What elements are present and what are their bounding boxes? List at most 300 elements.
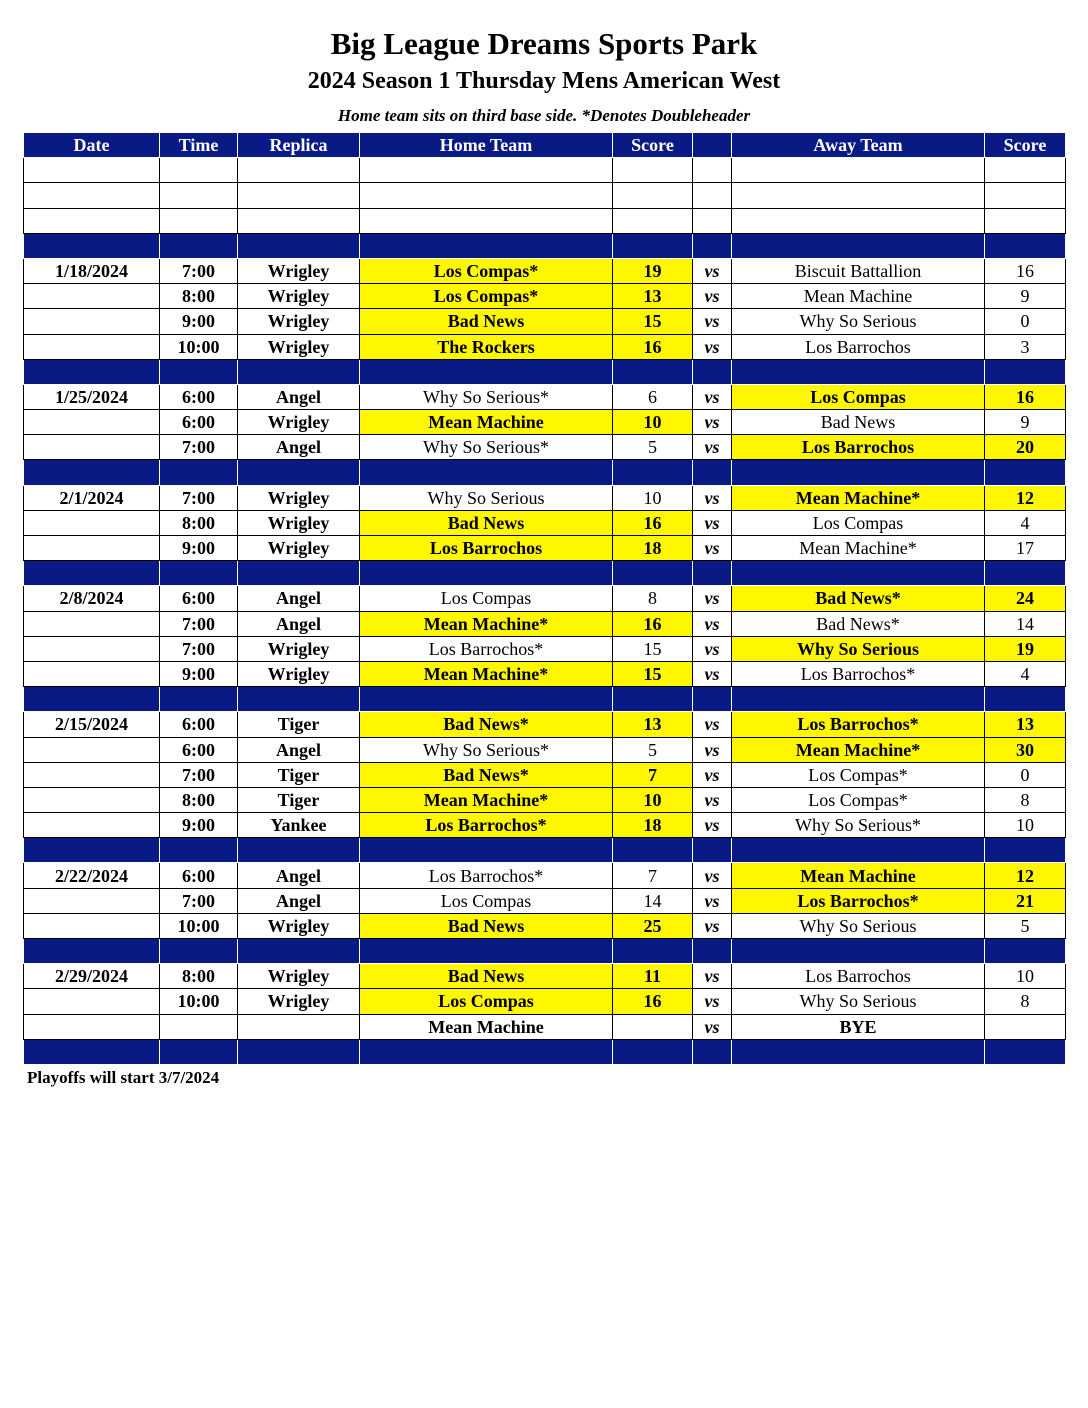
- empty-cell: [360, 687, 613, 712]
- home-team-cell: Los Compas: [360, 586, 613, 611]
- date-cell: [24, 510, 160, 535]
- table-row: [24, 384, 1066, 409]
- table-row: [24, 989, 1066, 1014]
- empty-cell: [238, 233, 360, 258]
- empty-cell: [238, 208, 360, 233]
- separator-row: [24, 939, 1066, 964]
- empty-cell: [238, 1039, 360, 1064]
- time-cell: 7:00: [160, 435, 238, 460]
- date-cell: [24, 787, 160, 812]
- vs-cell: vs: [693, 737, 732, 762]
- home-score-cell: 7: [613, 762, 693, 787]
- empty-cell: [160, 183, 238, 208]
- time-cell: 7:00: [160, 611, 238, 636]
- separator-row: [24, 838, 1066, 863]
- away-score-cell: 30: [985, 737, 1066, 762]
- empty-cell: [732, 359, 985, 384]
- empty-cell: [238, 561, 360, 586]
- separator-row: [24, 359, 1066, 384]
- time-cell: 6:00: [160, 737, 238, 762]
- time-cell: 8:00: [160, 964, 238, 989]
- empty-cell: [732, 939, 985, 964]
- vs-cell: vs: [693, 410, 732, 435]
- time-cell: 6:00: [160, 384, 238, 409]
- col-header-away-team: Away Team: [732, 133, 985, 158]
- empty-cell: [732, 1039, 985, 1064]
- replica-cell: Wrigley: [238, 309, 360, 334]
- playoffs-note: Playoffs will start 3/7/2024: [27, 1068, 220, 1087]
- home-team-cell: Bad News: [360, 309, 613, 334]
- away-team-cell: Why So Serious: [732, 636, 985, 661]
- home-score-cell: 15: [613, 661, 693, 686]
- home-team-cell: Los Compas*: [360, 284, 613, 309]
- empty-cell: [360, 1039, 613, 1064]
- away-team-cell: Mean Machine: [732, 284, 985, 309]
- date-cell: [24, 334, 160, 359]
- empty-cell: [613, 687, 693, 712]
- date-cell: [24, 1014, 160, 1039]
- empty-cell: [985, 687, 1066, 712]
- away-team-cell: Los Compas: [732, 384, 985, 409]
- empty-cell: [160, 939, 238, 964]
- date-cell: 2/29/2024: [24, 964, 160, 989]
- home-score-cell: 18: [613, 536, 693, 561]
- home-team-cell: Los Barrochos*: [360, 636, 613, 661]
- date-cell: 1/25/2024: [24, 384, 160, 409]
- empty-cell: [360, 460, 613, 485]
- table-row: [24, 1014, 1066, 1039]
- empty-cell: [693, 183, 732, 208]
- away-team-cell: Los Compas: [732, 510, 985, 535]
- date-cell: [24, 284, 160, 309]
- away-score-cell: 12: [985, 485, 1066, 510]
- table-row: [24, 787, 1066, 812]
- replica-cell: Wrigley: [238, 913, 360, 938]
- separator-row: [24, 460, 1066, 485]
- table-row: [24, 284, 1066, 309]
- empty-cell: [360, 939, 613, 964]
- home-team-cell: Los Compas: [360, 888, 613, 913]
- empty-cell: [160, 208, 238, 233]
- time-cell: 10:00: [160, 913, 238, 938]
- away-score-cell: 5: [985, 913, 1066, 938]
- vs-cell: vs: [693, 661, 732, 686]
- table-row: [24, 636, 1066, 661]
- home-team-cell: Why So Serious*: [360, 384, 613, 409]
- table-row: [24, 536, 1066, 561]
- date-cell: [24, 435, 160, 460]
- separator-row: [24, 687, 1066, 712]
- date-cell: [24, 813, 160, 838]
- empty-cell: [238, 939, 360, 964]
- date-cell: 2/15/2024: [24, 712, 160, 737]
- home-score-cell: 10: [613, 410, 693, 435]
- col-header-away-score: Score: [985, 133, 1066, 158]
- empty-cell: [24, 939, 160, 964]
- empty-cell: [24, 183, 160, 208]
- home-score-cell: 13: [613, 712, 693, 737]
- empty-cell: [732, 460, 985, 485]
- home-score-cell: 15: [613, 309, 693, 334]
- away-score-cell: 21: [985, 888, 1066, 913]
- empty-cell: [360, 158, 613, 183]
- away-team-cell: Los Barrochos*: [732, 661, 985, 686]
- table-header-row: [24, 133, 1066, 158]
- empty-cell: [985, 233, 1066, 258]
- away-team-cell: Los Compas*: [732, 787, 985, 812]
- empty-cell: [613, 460, 693, 485]
- time-cell: 9:00: [160, 661, 238, 686]
- away-score-cell: 4: [985, 510, 1066, 535]
- away-score-cell: 9: [985, 284, 1066, 309]
- empty-cell: [238, 838, 360, 863]
- away-team-cell: Why So Serious: [732, 309, 985, 334]
- table-row: [24, 913, 1066, 938]
- empty-cell: [360, 233, 613, 258]
- col-header-home-score: Score: [613, 133, 693, 158]
- table-row: [24, 309, 1066, 334]
- home-score-cell: 10: [613, 485, 693, 510]
- separator-row: [24, 233, 1066, 258]
- away-team-cell: Biscuit Battallion: [732, 258, 985, 283]
- table-row: [24, 863, 1066, 888]
- away-team-cell: Mean Machine*: [732, 485, 985, 510]
- table-row: [24, 485, 1066, 510]
- col-header-home-team: Home Team: [360, 133, 613, 158]
- time-cell: 7:00: [160, 762, 238, 787]
- away-score-cell: 8: [985, 989, 1066, 1014]
- empty-cell: [613, 158, 693, 183]
- home-team-cell: Los Barrochos: [360, 536, 613, 561]
- home-score-cell: 14: [613, 888, 693, 913]
- home-score-cell: 8: [613, 586, 693, 611]
- vs-cell: vs: [693, 536, 732, 561]
- vs-cell: vs: [693, 762, 732, 787]
- page-note: Home team sits on third base side. *Denotes Doubleheader: [337, 106, 751, 125]
- time-cell: 6:00: [160, 410, 238, 435]
- home-score-cell: 16: [613, 611, 693, 636]
- empty-cell: [985, 208, 1066, 233]
- home-team-cell: Bad News*: [360, 712, 613, 737]
- replica-cell: Wrigley: [238, 334, 360, 359]
- home-score-cell: 11: [613, 964, 693, 989]
- home-team-cell: Mean Machine: [360, 410, 613, 435]
- away-team-cell: Why So Serious: [732, 913, 985, 938]
- empty-cell: [24, 460, 160, 485]
- time-cell: 7:00: [160, 888, 238, 913]
- home-team-cell: Los Barrochos*: [360, 863, 613, 888]
- home-team-cell: Bad News: [360, 510, 613, 535]
- empty-cell: [238, 687, 360, 712]
- replica-cell: Wrigley: [238, 636, 360, 661]
- vs-cell: vs: [693, 258, 732, 283]
- home-team-cell: Why So Serious: [360, 485, 613, 510]
- time-cell: 9:00: [160, 309, 238, 334]
- empty-cell: [985, 561, 1066, 586]
- replica-cell: Angel: [238, 863, 360, 888]
- empty-cell: [160, 460, 238, 485]
- empty-cell: [693, 233, 732, 258]
- empty-cell: [24, 158, 160, 183]
- vs-cell: vs: [693, 913, 732, 938]
- vs-cell: vs: [693, 384, 732, 409]
- time-cell: 6:00: [160, 586, 238, 611]
- date-cell: [24, 410, 160, 435]
- replica-cell: Yankee: [238, 813, 360, 838]
- empty-cell: [160, 1039, 238, 1064]
- replica-cell: Wrigley: [238, 485, 360, 510]
- table-row: [24, 410, 1066, 435]
- empty-cell: [238, 460, 360, 485]
- col-header-vs: [693, 133, 732, 158]
- time-cell: [160, 1014, 238, 1039]
- empty-cell: [160, 158, 238, 183]
- empty-cell: [693, 460, 732, 485]
- table-row: [24, 661, 1066, 686]
- away-score-cell: 24: [985, 586, 1066, 611]
- home-score-cell: 15: [613, 636, 693, 661]
- empty-cell: [160, 687, 238, 712]
- vs-cell: vs: [693, 888, 732, 913]
- home-score-cell: [613, 1014, 693, 1039]
- empty-cell: [613, 208, 693, 233]
- date-cell: [24, 661, 160, 686]
- empty-cell: [613, 838, 693, 863]
- date-cell: [24, 989, 160, 1014]
- away-score-cell: 9: [985, 410, 1066, 435]
- replica-cell: Angel: [238, 384, 360, 409]
- home-score-cell: 7: [613, 863, 693, 888]
- away-team-cell: Bad News*: [732, 586, 985, 611]
- away-team-cell: Mean Machine*: [732, 536, 985, 561]
- page-subtitle: 2024 Season 1 Thursday Mens American West: [307, 68, 781, 94]
- col-header-date: Date: [24, 133, 160, 158]
- empty-cell: [360, 359, 613, 384]
- home-team-cell: Bad News*: [360, 762, 613, 787]
- empty-cell: [693, 1039, 732, 1064]
- vs-cell: vs: [693, 309, 732, 334]
- time-cell: 7:00: [160, 485, 238, 510]
- table-row: [24, 762, 1066, 787]
- table-row: [24, 813, 1066, 838]
- schedule-table: [23, 132, 1066, 1065]
- empty-cell: [732, 838, 985, 863]
- empty-cell: [360, 183, 613, 208]
- date-cell: 1/18/2024: [24, 258, 160, 283]
- home-score-cell: 18: [613, 813, 693, 838]
- away-team-cell: Bad News: [732, 410, 985, 435]
- empty-cell: [613, 561, 693, 586]
- empty-cell: [732, 561, 985, 586]
- home-score-cell: 16: [613, 510, 693, 535]
- away-score-cell: 10: [985, 964, 1066, 989]
- blank-row: [24, 183, 1066, 208]
- date-cell: [24, 888, 160, 913]
- date-cell: [24, 913, 160, 938]
- replica-cell: Wrigley: [238, 258, 360, 283]
- blank-row: [24, 158, 1066, 183]
- away-team-cell: Los Barrochos: [732, 334, 985, 359]
- away-team-cell: Bad News*: [732, 611, 985, 636]
- blank-row: [24, 208, 1066, 233]
- home-team-cell: The Rockers: [360, 334, 613, 359]
- date-cell: [24, 636, 160, 661]
- empty-cell: [693, 939, 732, 964]
- table-row: [24, 712, 1066, 737]
- date-cell: [24, 309, 160, 334]
- home-score-cell: 19: [613, 258, 693, 283]
- empty-cell: [24, 838, 160, 863]
- home-team-cell: Los Compas: [360, 989, 613, 1014]
- empty-cell: [985, 359, 1066, 384]
- empty-cell: [985, 460, 1066, 485]
- away-score-cell: 8: [985, 787, 1066, 812]
- home-team-cell: Mean Machine*: [360, 611, 613, 636]
- time-cell: 8:00: [160, 787, 238, 812]
- table-row: [24, 737, 1066, 762]
- vs-cell: vs: [693, 284, 732, 309]
- empty-cell: [360, 838, 613, 863]
- empty-cell: [693, 359, 732, 384]
- vs-cell: vs: [693, 989, 732, 1014]
- table-row: [24, 888, 1066, 913]
- empty-cell: [238, 158, 360, 183]
- empty-cell: [160, 561, 238, 586]
- replica-cell: Angel: [238, 737, 360, 762]
- vs-cell: vs: [693, 334, 732, 359]
- empty-cell: [24, 561, 160, 586]
- empty-cell: [160, 359, 238, 384]
- empty-cell: [24, 233, 160, 258]
- empty-cell: [732, 183, 985, 208]
- vs-cell: vs: [693, 964, 732, 989]
- replica-cell: [238, 1014, 360, 1039]
- vs-cell: vs: [693, 787, 732, 812]
- home-score-cell: 16: [613, 989, 693, 1014]
- col-header-replica: Replica: [238, 133, 360, 158]
- away-score-cell: 16: [985, 384, 1066, 409]
- vs-cell: vs: [693, 510, 732, 535]
- empty-cell: [732, 208, 985, 233]
- table-row: [24, 258, 1066, 283]
- away-team-cell: Why So Serious: [732, 989, 985, 1014]
- vs-cell: vs: [693, 813, 732, 838]
- date-cell: [24, 737, 160, 762]
- home-team-cell: Why So Serious*: [360, 435, 613, 460]
- empty-cell: [613, 1039, 693, 1064]
- empty-cell: [985, 183, 1066, 208]
- home-team-cell: Why So Serious*: [360, 737, 613, 762]
- away-score-cell: 17: [985, 536, 1066, 561]
- empty-cell: [238, 183, 360, 208]
- empty-cell: [24, 1039, 160, 1064]
- away-team-cell: Los Barrochos: [732, 964, 985, 989]
- table-row: [24, 334, 1066, 359]
- replica-cell: Wrigley: [238, 536, 360, 561]
- time-cell: 7:00: [160, 258, 238, 283]
- vs-cell: vs: [693, 1014, 732, 1039]
- home-score-cell: 5: [613, 435, 693, 460]
- away-team-cell: Los Barrochos*: [732, 712, 985, 737]
- empty-cell: [613, 939, 693, 964]
- table-row: [24, 611, 1066, 636]
- empty-cell: [24, 359, 160, 384]
- home-score-cell: 13: [613, 284, 693, 309]
- empty-cell: [732, 233, 985, 258]
- home-team-cell: Bad News: [360, 964, 613, 989]
- away-score-cell: 20: [985, 435, 1066, 460]
- away-score-cell: 4: [985, 661, 1066, 686]
- empty-cell: [693, 561, 732, 586]
- vs-cell: vs: [693, 712, 732, 737]
- empty-cell: [360, 561, 613, 586]
- replica-cell: Wrigley: [238, 410, 360, 435]
- away-score-cell: [985, 1014, 1066, 1039]
- empty-cell: [24, 208, 160, 233]
- schedule-body: [24, 158, 1066, 1065]
- away-score-cell: 16: [985, 258, 1066, 283]
- vs-cell: vs: [693, 485, 732, 510]
- date-cell: 2/1/2024: [24, 485, 160, 510]
- away-score-cell: 0: [985, 762, 1066, 787]
- col-header-time: Time: [160, 133, 238, 158]
- separator-row: [24, 1039, 1066, 1064]
- table-row: [24, 510, 1066, 535]
- away-score-cell: 19: [985, 636, 1066, 661]
- empty-cell: [360, 208, 613, 233]
- empty-cell: [238, 359, 360, 384]
- replica-cell: Wrigley: [238, 510, 360, 535]
- away-score-cell: 14: [985, 611, 1066, 636]
- away-team-cell: Mean Machine*: [732, 737, 985, 762]
- page-title: Big League Dreams Sports Park: [330, 26, 758, 61]
- empty-cell: [613, 233, 693, 258]
- time-cell: 10:00: [160, 989, 238, 1014]
- away-team-cell: Los Barrochos*: [732, 888, 985, 913]
- replica-cell: Wrigley: [238, 661, 360, 686]
- away-score-cell: 12: [985, 863, 1066, 888]
- home-score-cell: 10: [613, 787, 693, 812]
- vs-cell: vs: [693, 636, 732, 661]
- home-score-cell: 5: [613, 737, 693, 762]
- time-cell: 8:00: [160, 284, 238, 309]
- away-team-cell: Why So Serious*: [732, 813, 985, 838]
- empty-cell: [160, 233, 238, 258]
- away-score-cell: 3: [985, 334, 1066, 359]
- table-row: [24, 964, 1066, 989]
- empty-cell: [732, 158, 985, 183]
- home-score-cell: 16: [613, 334, 693, 359]
- replica-cell: Angel: [238, 586, 360, 611]
- replica-cell: Angel: [238, 888, 360, 913]
- vs-cell: vs: [693, 586, 732, 611]
- home-team-cell: Los Compas*: [360, 258, 613, 283]
- time-cell: 10:00: [160, 334, 238, 359]
- home-score-cell: 6: [613, 384, 693, 409]
- empty-cell: [985, 1039, 1066, 1064]
- empty-cell: [732, 687, 985, 712]
- empty-cell: [613, 359, 693, 384]
- empty-cell: [693, 158, 732, 183]
- home-team-cell: Mean Machine*: [360, 661, 613, 686]
- vs-cell: vs: [693, 435, 732, 460]
- empty-cell: [160, 838, 238, 863]
- empty-cell: [693, 838, 732, 863]
- separator-row: [24, 561, 1066, 586]
- replica-cell: Tiger: [238, 762, 360, 787]
- time-cell: 9:00: [160, 536, 238, 561]
- away-team-cell: Los Barrochos: [732, 435, 985, 460]
